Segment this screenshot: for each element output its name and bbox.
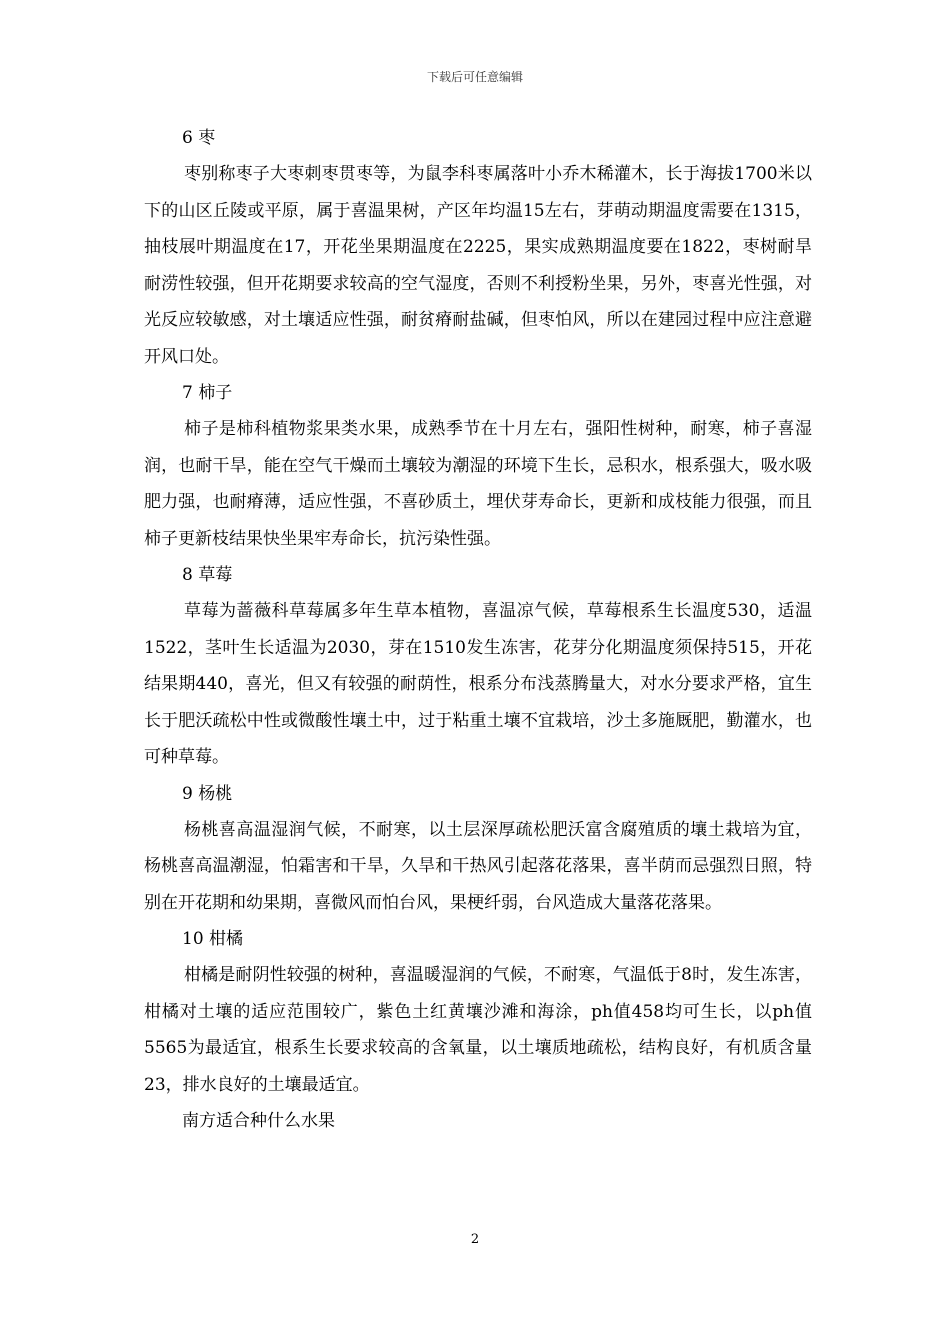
section-heading-strawberry: 8 草莓 xyxy=(182,565,233,585)
document-body xyxy=(144,120,812,1139)
section-body-citrus: 柑橘是耐阴性较强的树种，喜温暖湿润的气候，不耐寒，气温低于8时，发生冻害，柑橘对土壤的适应范围较广，紫色土红黄壤沙滩和海涂，ph值458均可生长，以ph值5565为最适宜，根系生长要求较高的含氧量，以土壤质地疏松，结构良好，有机质含量23，排水良好的土壤最适宜。 xyxy=(144,965,812,1095)
section-body-persimmon: 柿子是柿科植物浆果类水果，成熟季节在十月左右，强阳性树种，耐寒，柿子喜湿润，也耐干旱，能在空气干燥而土壤较为潮湿的环境下生长，忌积水，根系强大，吸水吸肥力强，也耐瘠薄，适应性强，不喜砂质土，埋伏芽寿命长，更新和成枝能力很强，而且柿子更新枝结果快坐果牢寿命长，抗污染性强。 xyxy=(144,419,812,549)
section-heading-persimmon: 7 柿子 xyxy=(182,383,233,403)
page-number: 2 xyxy=(470,1232,480,1247)
section-body-starfruit: 杨桃喜高温湿润气候，不耐寒，以土层深厚疏松肥沃富含腐殖质的壤土栽培为宜，杨桃喜高温潮湿，怕霜害和干旱，久旱和干热风引起落花落果，喜半荫而忌强烈日照，特别在开花期和幼果期，喜微风而怕台风，果梗纤弱，台风造成大量落花落果。 xyxy=(144,819,812,913)
page-header: 下载后可任意编辑 xyxy=(426,70,523,84)
section-body-strawberry: 草莓为蔷薇科草莓属多年生草本植物，喜温凉气候，草莓根系生长温度530，适温1522，茎叶生长适温为2030，芽在1510发生冻害，花芽分化期温度须保持515，开花结果期440，喜光，但又有较强的耐荫性，根系分布浅蒸腾量大，对水分要求严格，宜生长于肥沃疏松中性或微酸性壤土中，过于粘重土壤不宜栽培，沙土多施厩肥，勤灌水，也可种草莓。 xyxy=(144,601,812,767)
closing-title: 南方适合种什么水果 xyxy=(182,1111,335,1131)
section-heading-citrus: 10 柑橘 xyxy=(182,929,244,949)
section-heading-starfruit: 9 杨桃 xyxy=(182,783,233,804)
section-heading-jujube: 6 枣 xyxy=(182,128,216,148)
section-body-jujube: 枣别称枣子大枣刺枣贯枣等，为鼠李科枣属落叶小乔木稀灌木，长于海拔1700米以下的山区丘陵或平原，属于喜温果树，产区年均温15左右，芽萌动期温度需要在1315，抽枝展叶期温度在17，开花坐果期温度在2225，果实成熟期温度要在1822，枣树耐旱耐涝性较强，但开花期要求较高的空气湿度，否则不利授粉坐果，另外，枣喜光性强，对光反应较敏感，对土壤适应性强，耐贫瘠耐盐碱，但枣怕风，所以在建园过程中应注意避开风口处。 xyxy=(144,164,812,367)
